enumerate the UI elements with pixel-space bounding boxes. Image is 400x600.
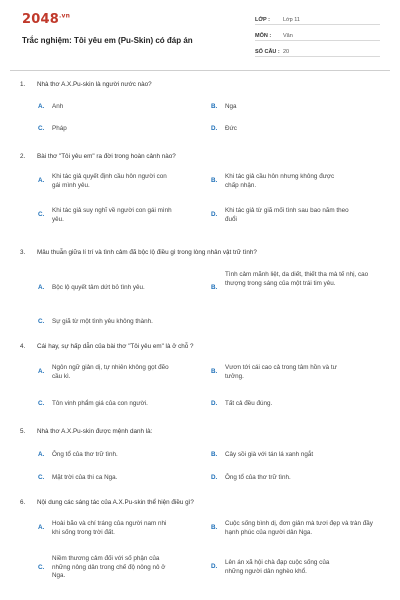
option-text: Hoài bão và chí tráng của người nam nhi khi sống trong trời đất.	[52, 520, 167, 536]
question-number: 5.	[20, 428, 26, 435]
question-number: 2.	[20, 153, 26, 160]
option-letter: A.	[38, 368, 45, 375]
site-logo[interactable]	[22, 12, 70, 27]
question-text: Nhà thơ A.X.Pu-skin được mệnh danh là:	[37, 428, 153, 435]
question-text: Nội dung các sáng tác của A.X.Pu-skin thể hiện điều gì?	[37, 499, 194, 506]
meta-class	[255, 14, 380, 25]
option-letter: C.	[38, 125, 45, 132]
option-text: Ông tổ của thơ trữ tình.	[52, 451, 118, 458]
question-5	[20, 428, 380, 436]
meta-value: 20	[283, 49, 290, 55]
option-letter: C.	[38, 211, 45, 218]
option-text: Pháp	[52, 125, 67, 132]
question-number: 1.	[20, 81, 26, 88]
option-letter: A.	[38, 524, 45, 531]
question-2	[20, 153, 380, 161]
meta-subject	[255, 30, 380, 41]
question-text: Mâu thuẫn giữa lí trí và tình cảm đã bộc lộ điều gì trong lòng nhân vật trữ tình?	[37, 249, 257, 256]
quiz-title: Trắc nghiệm: Tôi yêu em (Pu-Skin) có đáp án	[22, 36, 193, 45]
option-letter: A.	[38, 177, 45, 184]
option-text: Cuộc sống bình dị, đơn giản mà tươi đẹp và tràn đầy hạnh phúc của người dân Nga.	[225, 520, 373, 536]
option-letter: D.	[211, 563, 218, 570]
option-letter: D.	[211, 400, 218, 407]
option-text: Anh	[52, 103, 64, 110]
question-3	[20, 249, 380, 257]
logo-text: 2048	[22, 12, 59, 27]
page-header	[0, 0, 400, 68]
option-letter: C.	[38, 400, 45, 407]
question-1	[20, 81, 380, 89]
meta-key: SỐ CÂU :	[255, 49, 280, 55]
option-letter: D.	[211, 125, 218, 132]
option-text: Khi tác giả cầu hôn nhưng không được chấp nhận.	[225, 173, 335, 189]
option-letter: C.	[38, 318, 45, 325]
question-6	[20, 499, 380, 507]
question-text: Nhà thơ A.X.Pu-skin là người nước nào?	[37, 81, 152, 88]
question-text: Bài thơ "Tôi yêu em" ra đời trong hoàn cảnh nào?	[37, 153, 176, 160]
logo-suffix: .vn	[58, 12, 71, 20]
option-text: Cây sồi già với tán lá xanh ngắt	[225, 451, 314, 458]
question-number: 6.	[20, 499, 26, 506]
option-letter: D.	[211, 474, 218, 481]
option-text: Khi tác giả từ giã mối tình sau bao năm theo đuổi	[225, 207, 349, 223]
header-divider	[10, 70, 390, 71]
option-text: Khi tác giả suy nghĩ về người con gái mình yêu.	[52, 207, 172, 223]
option-text: Vươn tới cái cao cả trong tâm hồn và tư tưởng.	[225, 364, 337, 380]
option-text: Bộc lộ quyết tâm dứt bỏ tình yêu.	[52, 284, 145, 291]
meta-value: Lớp 11	[283, 17, 300, 23]
option-text: Mặt trời của thi ca Nga.	[52, 474, 118, 481]
meta-value: Văn	[283, 33, 293, 39]
option-text: Tôn vinh phẩm giá của con người.	[52, 400, 148, 407]
option-letter: B.	[211, 451, 218, 458]
option-letter: B.	[211, 177, 218, 184]
option-letter: A.	[38, 284, 45, 291]
option-letter: C.	[38, 474, 45, 481]
option-text: Khi tác giả quyết định cầu hôn người con gái mình yêu.	[52, 173, 167, 189]
option-letter: B.	[211, 524, 218, 531]
option-letter: B.	[211, 284, 218, 291]
option-text: Ngôn ngữ giản dị, tự nhiên không gọt đẽo cầu kì.	[52, 364, 169, 380]
option-letter: A.	[38, 451, 45, 458]
option-letter: B.	[211, 368, 218, 375]
meta-key: MÔN :	[255, 33, 272, 39]
option-letter: A.	[38, 103, 45, 110]
option-text: Lên án xã hội chà đạp cuộc sống của những người dân nghèo khổ.	[225, 559, 330, 575]
option-text: Tất cả đều đúng.	[225, 400, 273, 407]
option-text: Nga	[225, 103, 237, 110]
option-text: Niềm thương cảm đối với số phận của những nông dân trong chế độ nông nô ở Nga.	[52, 555, 166, 580]
question-number: 4.	[20, 343, 26, 350]
question-4	[20, 343, 380, 351]
option-letter: D.	[211, 211, 218, 218]
meta-key: LỚP :	[255, 17, 270, 23]
option-letter: B.	[211, 103, 218, 110]
question-number: 3.	[20, 249, 26, 256]
option-text: Ông tổ của thơ trữ tình.	[225, 474, 291, 481]
option-text: Tình cảm mãnh liệt, da diết, thiết tha mà tế nhị, cao thượng trong sáng của một trái tim yêu.	[225, 271, 369, 287]
option-letter: C.	[38, 564, 45, 571]
meta-count	[255, 46, 380, 57]
question-text: Cái hay, sự hấp dẫn của bài thơ "Tôi yêu em" là ở chỗ ?	[37, 343, 194, 350]
option-text: Sự giã từ một tình yêu không thành.	[52, 318, 153, 325]
option-text: Đức	[225, 125, 237, 132]
